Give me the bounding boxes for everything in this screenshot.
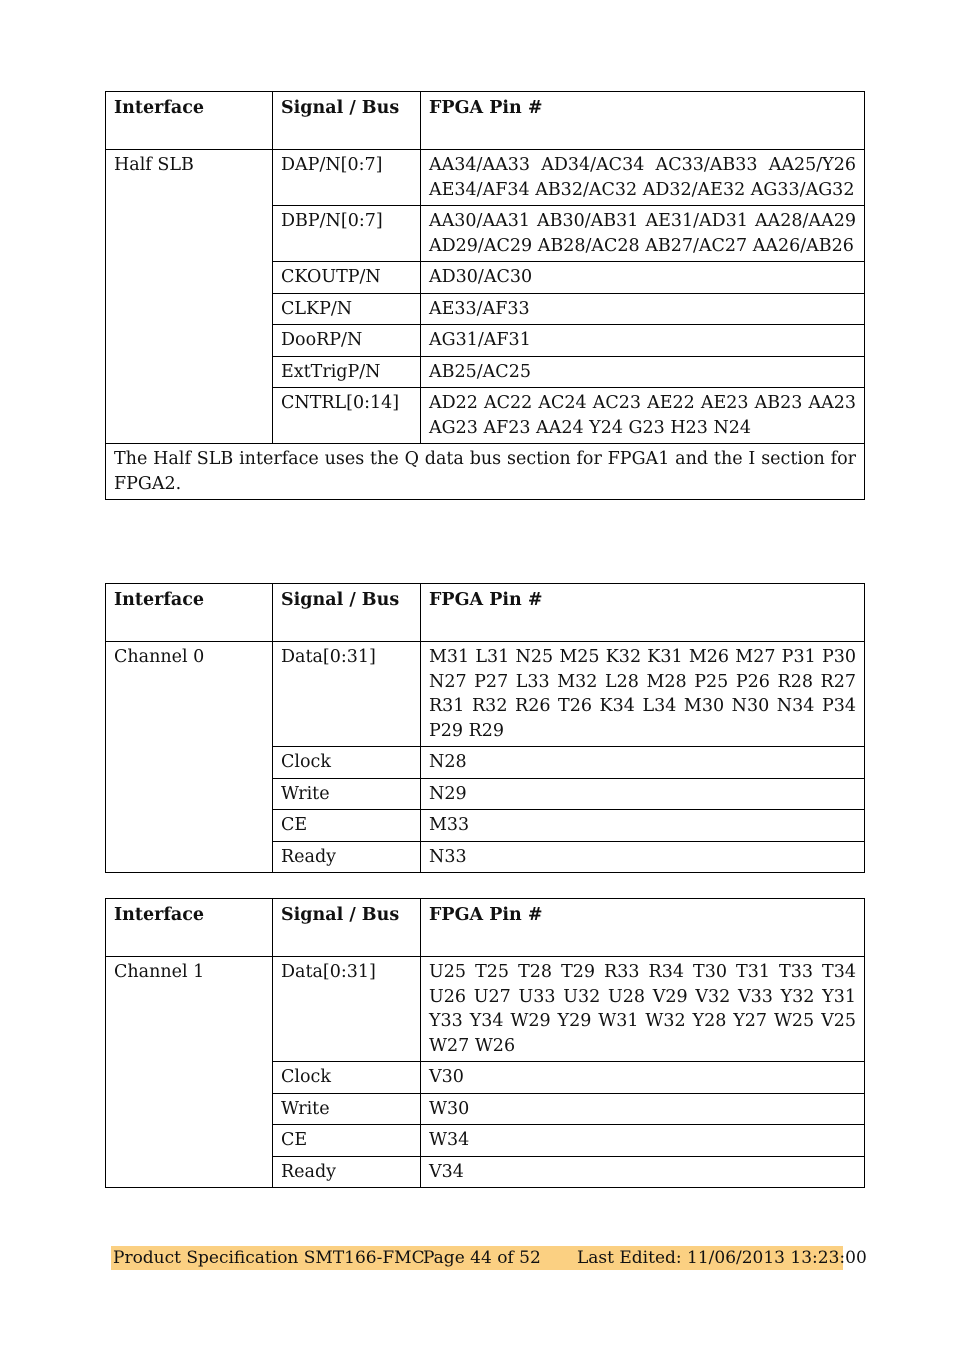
column-header-interface: Interface (106, 92, 273, 150)
pins-cell: W34 (421, 1125, 865, 1157)
interface-cell: Channel 1 (106, 957, 273, 1188)
half-slb-pin-table (105, 91, 865, 500)
signal-cell: Clock (273, 747, 421, 779)
column-header-fpga-pin: FPGA Pin # (421, 899, 865, 957)
pins-cell: AG31/AF31 (421, 325, 865, 357)
signal-cell: Ready (273, 1156, 421, 1188)
pins-cell: M31 L31 N25 M25 K32 K31 M26 M27 P31 P30 N27 P27 L33 M32 L28 M28 P25 P26 R28 R27 R31 R32 R26 T26 K34 L34 M30 N30 N34 P34 P29 R29 (421, 642, 865, 747)
page-footer (111, 1246, 867, 1270)
signal-cell: Write (273, 1093, 421, 1125)
footer-last-edited: Last Edited: 11/06/2013 13:23:00 (577, 1248, 867, 1268)
pins-cell: W30 (421, 1093, 865, 1125)
interface-cell: Half SLB (106, 150, 273, 444)
column-header-interface: Interface (106, 899, 273, 957)
signal-cell: CKOUTP/N (273, 262, 421, 294)
signal-cell: CE (273, 1125, 421, 1157)
pins-cell: AD30/AC30 (421, 262, 865, 294)
channel-0-pin-table (105, 583, 865, 873)
pins-cell: AD22 AC22 AC24 AC23 AE22 AE23 AB23 AA23 AG23 AF23 AA24 Y24 G23 H23 N24 (421, 388, 865, 444)
column-header-signal-bus: Signal / Bus (273, 584, 421, 642)
pins-cell: N29 (421, 778, 865, 810)
table-header-row (106, 92, 865, 150)
signal-cell: CE (273, 810, 421, 842)
table-row (106, 150, 865, 206)
table-note-row (106, 444, 865, 500)
table-note: The Half SLB interface uses the Q data bus section for FPGA1 and the I section for FPGA2. (106, 444, 865, 500)
channel-1-pin-table (105, 898, 865, 1188)
column-header-fpga-pin: FPGA Pin # (421, 92, 865, 150)
signal-cell: ExtTrigP/N (273, 356, 421, 388)
pins-cell: AE33/AF33 (421, 293, 865, 325)
table-header-row (106, 584, 865, 642)
footer-product: Product Specification SMT166-FMC (113, 1248, 425, 1268)
signal-cell: CNTRL[0:14] (273, 388, 421, 444)
signal-cell: DBP/N[0:7] (273, 206, 421, 262)
signal-cell: Write (273, 778, 421, 810)
table-row (106, 957, 865, 1062)
signal-cell: Ready (273, 841, 421, 873)
pins-cell: V30 (421, 1062, 865, 1094)
pins-cell: AA30/AA31 AB30/AB31 AE31/AD31 AA28/AA29 AD29/AC29 AB28/AC28 AB27/AC27 AA26/AB26 (421, 206, 865, 262)
signal-cell: DooRP/N (273, 325, 421, 357)
column-header-signal-bus: Signal / Bus (273, 92, 421, 150)
interface-cell: Channel 0 (106, 642, 273, 873)
pins-cell: AA34/AA33 AD34/AC34 AC33/AB33 AA25/Y26 AE34/AF34 AB32/AC32 AD32/AE32 AG33/AG32 (421, 150, 865, 206)
pins-cell: N28 (421, 747, 865, 779)
signal-cell: Data[0:31] (273, 642, 421, 747)
table-header-row (106, 899, 865, 957)
signal-cell: Clock (273, 1062, 421, 1094)
column-header-signal-bus: Signal / Bus (273, 899, 421, 957)
signal-cell: CLKP/N (273, 293, 421, 325)
pins-cell: V34 (421, 1156, 865, 1188)
signal-cell: Data[0:31] (273, 957, 421, 1062)
pins-cell: M33 (421, 810, 865, 842)
pins-cell: AB25/AC25 (421, 356, 865, 388)
pins-cell: N33 (421, 841, 865, 873)
column-header-interface: Interface (106, 584, 273, 642)
signal-cell: DAP/N[0:7] (273, 150, 421, 206)
column-header-fpga-pin: FPGA Pin # (421, 584, 865, 642)
footer-page-number: Page 44 of 52 (423, 1248, 541, 1268)
table-row (106, 642, 865, 747)
pins-cell: U25 T25 T28 T29 R33 R34 T30 T31 T33 T34 U26 U27 U33 U32 U28 V29 V32 V33 Y32 Y31 Y33 Y34 W29 Y29 W31 W32 Y28 Y27 W25 V25 W27 W26 (421, 957, 865, 1062)
